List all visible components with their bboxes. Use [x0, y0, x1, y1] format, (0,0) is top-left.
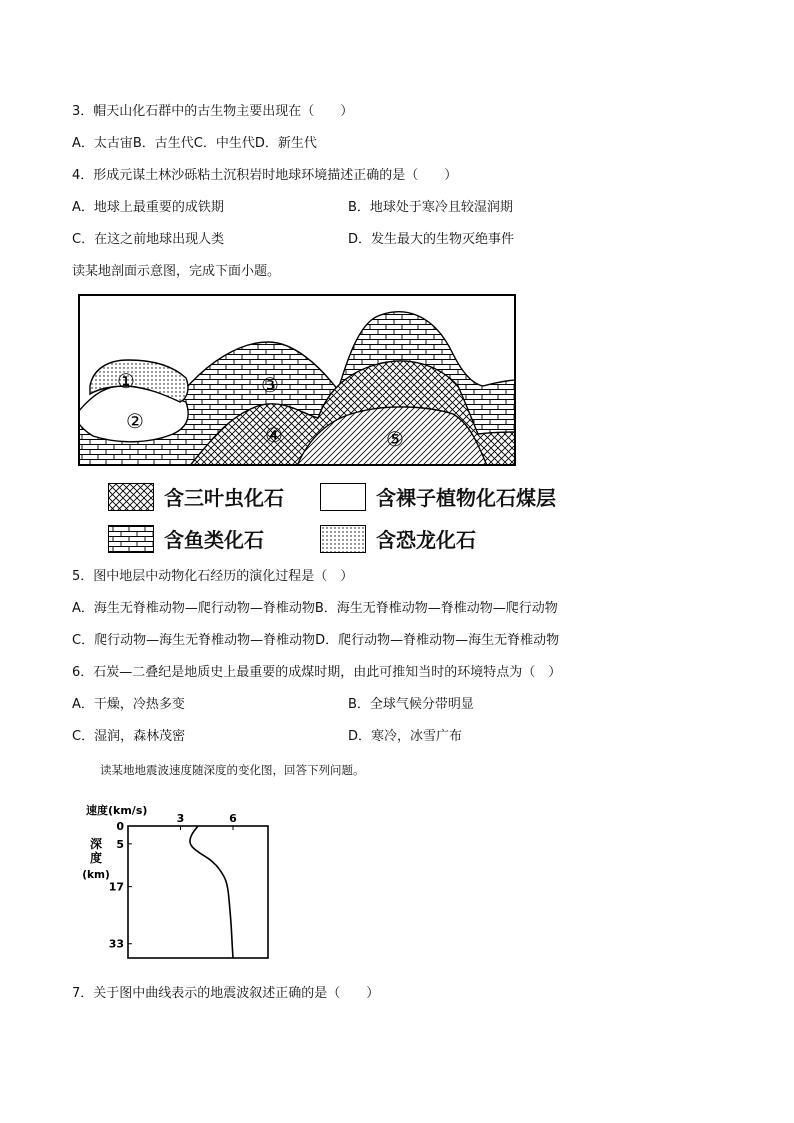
x-tick-label-1: 6 [229, 812, 237, 825]
q6-option-c: C．湿润，森林茂密 [72, 729, 186, 744]
q6-option-b: B．全球气候分带明显 [348, 697, 474, 712]
y-axis-label-1: 深 [89, 837, 103, 851]
label-5: ⑤ [386, 427, 404, 451]
legend-fish: 含鱼类化石 [108, 524, 264, 553]
legend-dinosaur: 含恐龙化石 [320, 524, 476, 553]
q3-stem: 3．帽天山化石群中的古生物主要出现在（ ） [72, 104, 354, 119]
y-axis-label [82, 836, 110, 881]
q4-option-b: B．地球处于寒冷且较湿润期 [348, 200, 513, 215]
y-tick-label-2: 17 [108, 880, 124, 894]
q5-stem: 5．图中地层中动物化石经历的演化过程是（ ） [72, 569, 354, 584]
intro-profile: 读某地剖面示意图，完成下面小题。 [72, 264, 281, 279]
label-1: ① [117, 369, 135, 393]
x-axis-label: 速度(km/s) [86, 804, 148, 817]
q7-stem: 7．关于图中曲线表示的地震波叙述正确的是（ ） [72, 986, 380, 1001]
y-tick-label-3: 33 [108, 937, 124, 951]
seismic-velocity-chart [70, 798, 280, 966]
q4-option-d: D．发生最大的生物灭绝事件 [348, 232, 515, 247]
label-2: ② [126, 409, 144, 433]
dinosaur-swatch [320, 525, 366, 553]
trilobite-swatch [108, 483, 154, 511]
label-4: ④ [265, 423, 283, 447]
plot-frame [128, 826, 268, 958]
q4-option-c: C．在这之前地球出现人类 [72, 232, 225, 247]
y-tick-label-0: 0 [116, 820, 124, 833]
q5-options-ab: A．海生无脊椎动物—爬行动物—脊椎动物B．海生无脊椎动物—脊椎动物—爬行动物 [72, 601, 558, 616]
fish-swatch [108, 525, 154, 553]
legend-trilobite: 含三叶虫化石 [108, 482, 284, 511]
q6-option-d: D．寒冷，冰雪广布 [348, 729, 463, 744]
velocity-curve-0 [190, 826, 233, 958]
q6-stem: 6．石炭—二叠纪是地质史上最重要的成煤时期，由此可推知当时的环境特点为（ ） [72, 665, 562, 680]
q4-stem: 4．形成元谋土林沙砾粘土沉积岩时地球环境描述正确的是（ ） [72, 168, 458, 183]
q5-options-cd: C．爬行动物—海生无脊椎动物—脊椎动物D．爬行动物—脊椎动物—海生无脊椎动物 [72, 633, 560, 648]
q6-option-a: A．干燥，冷热多变 [72, 697, 185, 712]
x-tick-label-0: 3 [176, 812, 185, 825]
label-3: ③ [261, 373, 279, 397]
y-tick-label-1: 5 [116, 837, 124, 851]
y-axis-label-3: (km) [82, 869, 110, 881]
intro-seismic: 读某地地震波速度随深度的变化图，回答下列问题。 [100, 763, 365, 777]
q4-option-a: A．地球上最重要的成铁期 [72, 200, 224, 215]
q3-options: A．太古宙B．古生代C．中生代D．新生代 [72, 136, 317, 151]
y-axis-label-2: 度 [89, 851, 103, 865]
gymnosperm-swatch [320, 483, 366, 511]
legend-gymnosperm: 含裸子植物化石煤层 [320, 482, 556, 511]
figure-legend [108, 478, 628, 558]
geologic-profile-figure [78, 294, 518, 468]
